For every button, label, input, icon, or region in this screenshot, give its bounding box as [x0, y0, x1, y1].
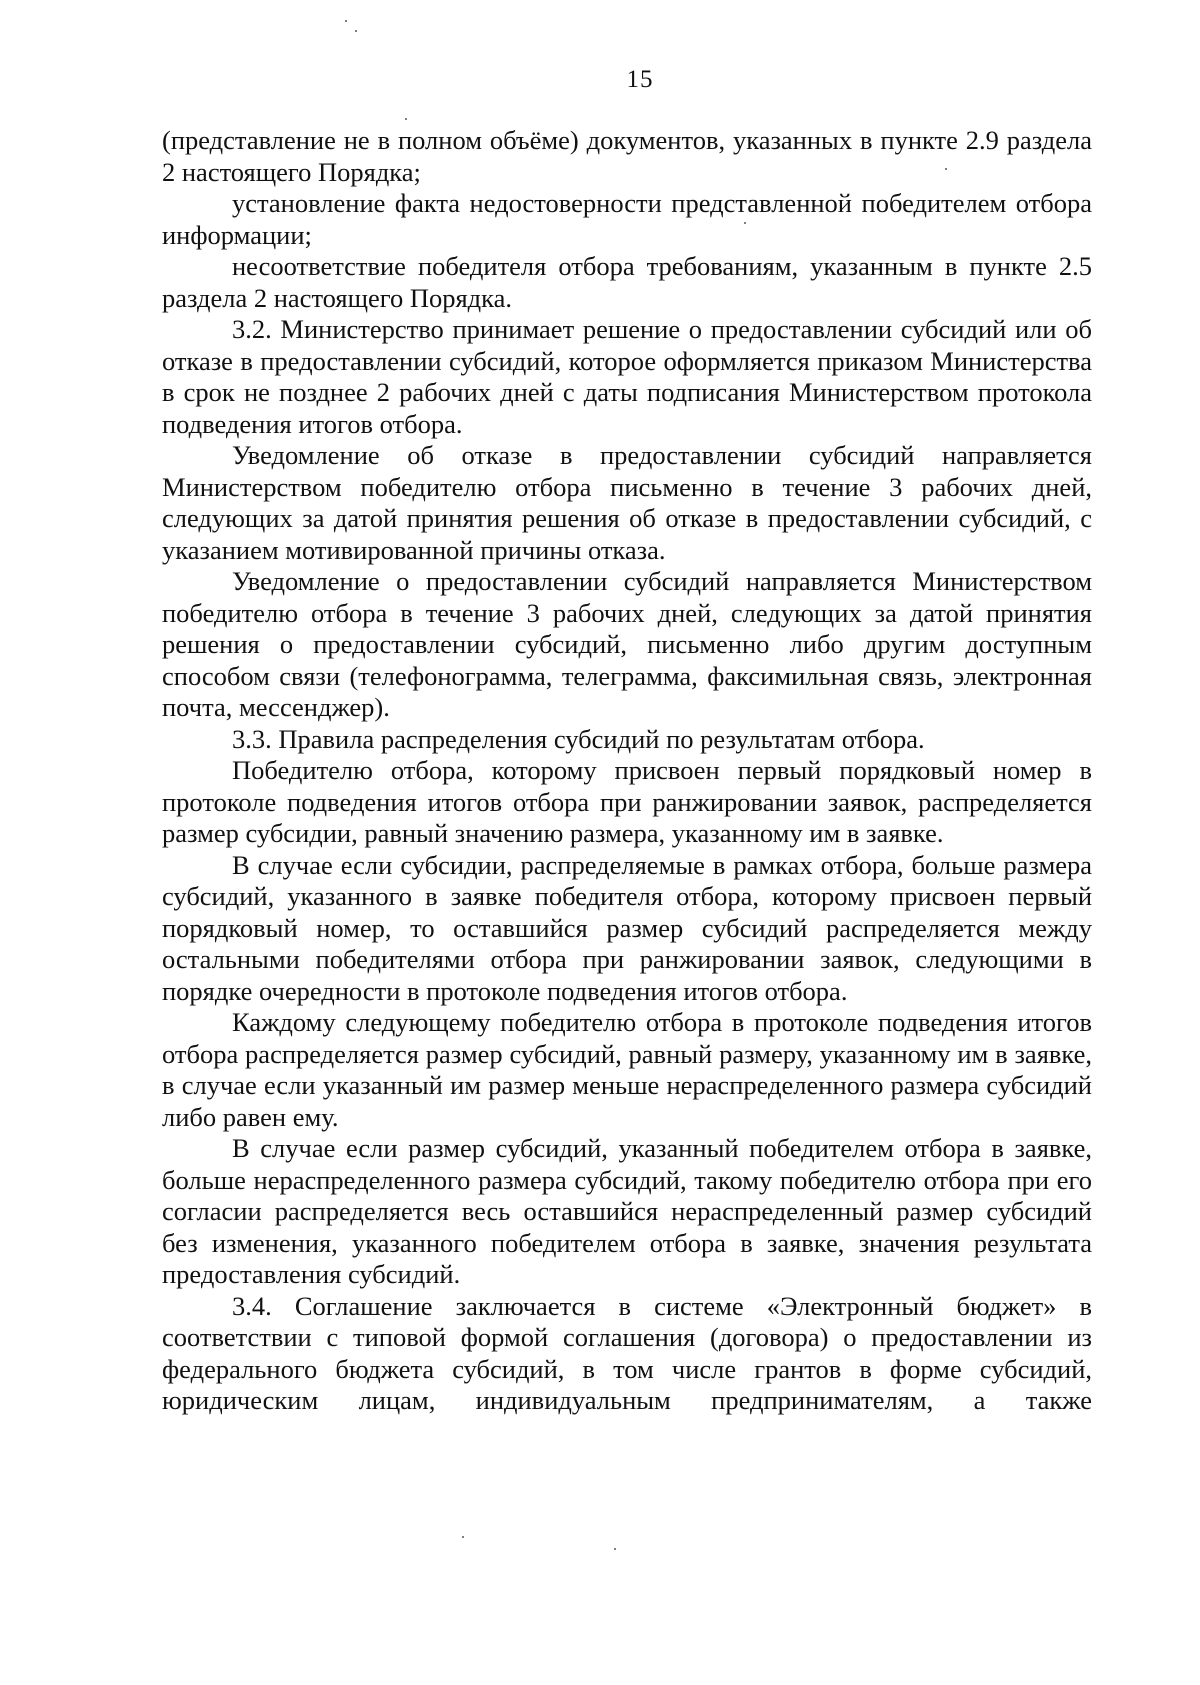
document-body: [162, 125, 1092, 1417]
paragraph-10: Каждому следующему победителю отбора в протоколе подведения итогов отбора распределяется размер субсидий, равный размеру, указанному им в заявке, в случае если указанный им размер меньше нераспределенного размера субсидий либо равен ему.: [162, 1007, 1092, 1132]
paragraph-5: Уведомление об отказе в предоставлении субсидий направляется Министерством победителю отбора письменно в течение 3 рабочих дней, следующих за датой принятия решения об отказе в предоставлении субсидий, с указанием мотивированной причины отказа.: [162, 440, 1092, 565]
paragraph-6: Уведомление о предоставлении субсидий направляется Министерством победителю отбора в течение 3 рабочих дней, следующих за датой принятия решения о предоставлении субсидий, письменно либо другим доступным способом связи (телефонограмма, телеграмма, факсимильная связь, электронная почта, мессенджер).: [162, 566, 1092, 722]
scan-speck: [945, 168, 947, 170]
paragraph-2: установление факта недостоверности представленной победителем отбора информации;: [162, 188, 1092, 250]
scan-speck: [744, 222, 746, 224]
paragraph-1: (представление не в полном объёме) документов, указанных в пункте 2.9 раздела 2 настоящего Порядка;: [162, 125, 1092, 187]
paragraph-3: несоответствие победителя отбора требованиям, указанным в пункте 2.5 раздела 2 настоящего Порядка.: [162, 251, 1092, 313]
scan-speck: [405, 118, 407, 120]
paragraph-12-section-3-4: 3.4. Соглашение заключается в системе «Электронный бюджет» в соответствии с типовой формой соглашения (договора) о предоставлении из федерального бюджета субсидий, в том числе грантов в форме субсидий, юридическим лицам, индивидуальным предпринимателям, а также: [162, 1290, 1092, 1415]
paragraph-7-section-3-3: 3.3. Правила распределения субсидий по результатам отбора.: [232, 723, 925, 754]
paragraph-4-section-3-2: 3.2. Министерство принимает решение о предоставлении субсидий или об отказе в предоставлении субсидий, которое оформляется приказом Министерства в срок не позднее 2 рабочих дней с даты подписания Министерством протокола подведения итогов отбора.: [162, 314, 1092, 439]
paragraph-8: Победителю отбора, которому присвоен первый порядковый номер в протоколе подведения итогов отбора при ранжировании заявок, распределяется размер субсидии, равный значению размера, указанному им в заявке.: [162, 755, 1092, 848]
scan-speck: [355, 30, 357, 32]
scan-speck: [462, 1536, 464, 1538]
page-number: 15: [626, 66, 654, 93]
paragraph-9: В случае если субсидии, распределяемые в рамках отбора, больше размера субсидий, указанного в заявке победителя отбора, которому присвоен первый порядковый номер, то оставшийся размер субсидий распределяется между остальными победителями отбора при ранжировании заявок, следующими в порядке очередности в протоколе подведения итогов отбора.: [162, 849, 1092, 1006]
scan-speck: [345, 20, 347, 22]
paragraph-11: В случае если размер субсидий, указанный победителем отбора в заявке, больше нераспределенного размера субсидий, такому победителю отбора при его согласии распределяется весь оставшийся нераспределенный размер субсидий без изменения, указанного победителем отбора в заявке, значения результата предоставления субсидий.: [162, 1133, 1092, 1289]
scan-speck: [614, 1548, 616, 1550]
